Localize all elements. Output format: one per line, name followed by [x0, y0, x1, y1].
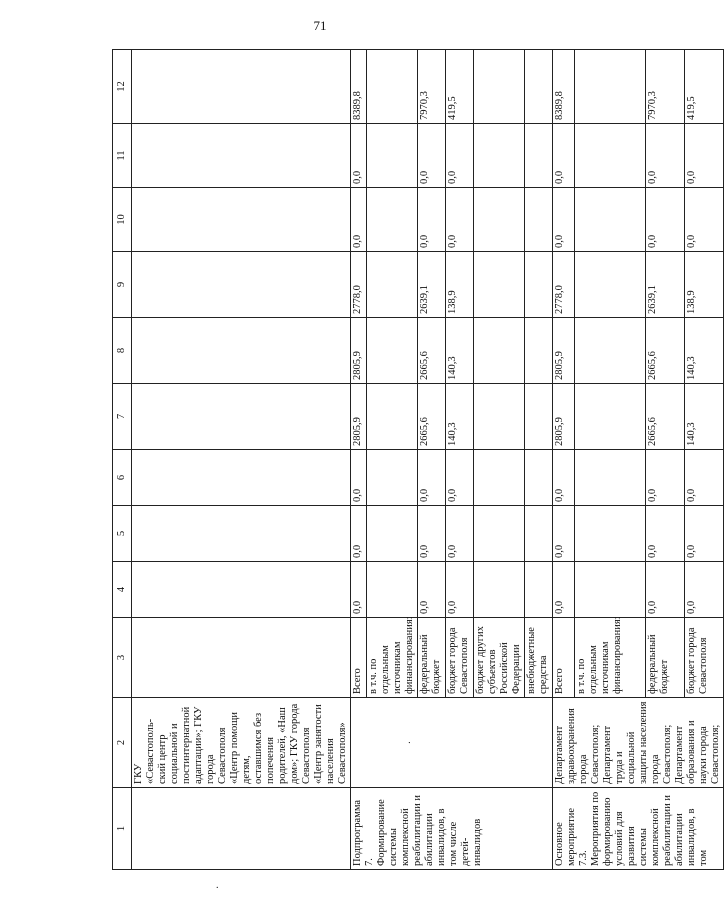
value-cell: 0,0	[553, 450, 575, 506]
column-number-header: 5	[113, 506, 132, 562]
value-cell	[575, 124, 646, 188]
value-cell: 0,0	[351, 450, 367, 506]
value-cell	[367, 384, 418, 450]
value-cell: 0,0	[685, 506, 724, 562]
value-cell: 0,0	[553, 506, 575, 562]
value-cell	[474, 124, 525, 188]
value-cell: 2665,6	[646, 318, 685, 384]
value-cell	[367, 450, 418, 506]
empty-cell	[132, 252, 351, 318]
executor-cell: ГКУ «Севастополь-ский центр социальной и постинтернатной адаптации»; ГКУ города Севастополя «Центр помощи детям, оставшимся без попечения родителей, «Наш дом»; ГКУ города Севастополя «Центр занятости населения Севастополя»	[132, 698, 351, 788]
value-cell: 419,5	[446, 50, 474, 124]
value-cell: 0,0	[685, 562, 724, 618]
value-cell	[575, 384, 646, 450]
value-cell: 8389,8	[553, 50, 575, 124]
value-cell: 138,9	[685, 252, 724, 318]
funding-source-cell: в т.ч. по отдельным источникам финансирования:	[575, 618, 646, 698]
funding-source-cell: внебюджетные средства	[525, 618, 553, 698]
value-cell: 0,0	[685, 124, 724, 188]
value-cell	[367, 188, 418, 252]
value-cell: 0,0	[351, 562, 367, 618]
value-cell	[525, 252, 553, 318]
column-number-header: 1	[113, 788, 132, 870]
table-row	[351, 50, 367, 870]
rotated-table-container	[112, 50, 721, 870]
column-number-header: 7	[113, 384, 132, 450]
value-cell: 0,0	[351, 124, 367, 188]
value-cell: 2665,6	[646, 384, 685, 450]
value-cell	[367, 50, 418, 124]
value-cell	[367, 252, 418, 318]
value-cell	[474, 318, 525, 384]
value-cell	[525, 450, 553, 506]
column-number-header: 11	[113, 124, 132, 188]
value-cell: 0,0	[446, 188, 474, 252]
value-cell: 7970,3	[646, 50, 685, 124]
value-cell	[474, 188, 525, 252]
empty-cell	[132, 188, 351, 252]
continuation-row	[132, 50, 351, 870]
column-number-header: 2	[113, 698, 132, 788]
budget-table	[112, 49, 724, 870]
column-number-header: 3	[113, 618, 132, 698]
program-name-cell: Основное мероприятие 7.3. Мероприятия по формированию условий для развития системы комплексной реабилитации и абилитации инвалидов, в том	[553, 788, 724, 870]
value-cell: 0,0	[418, 124, 446, 188]
value-cell: 0,0	[418, 450, 446, 506]
table-row	[553, 50, 575, 870]
funding-source-cell: бюджет других субъектов Российской Федерации	[474, 618, 525, 698]
column-number-header: 12	[113, 50, 132, 124]
value-cell: 0,0	[553, 188, 575, 252]
funding-source-cell: в т.ч. по отдельным источникам финансирования:	[367, 618, 418, 698]
value-cell	[575, 318, 646, 384]
program-name-cell: Подпрограмма 7. Формирование системы комплексной реабилитации и абилитации инвалидов, в том числе детей-инвалидов	[351, 788, 553, 870]
value-cell: 2665,6	[418, 384, 446, 450]
value-cell	[474, 50, 525, 124]
scan-mark: .	[402, 741, 413, 744]
value-cell: 2805,9	[351, 318, 367, 384]
value-cell: 8389,8	[351, 50, 367, 124]
value-cell: 0,0	[446, 450, 474, 506]
value-cell	[525, 384, 553, 450]
value-cell: 419,5	[685, 50, 724, 124]
value-cell: 2665,6	[418, 318, 446, 384]
value-cell	[575, 562, 646, 618]
program-cell	[132, 788, 351, 870]
value-cell: 0,0	[351, 506, 367, 562]
value-cell	[474, 384, 525, 450]
value-cell: 0,0	[646, 188, 685, 252]
value-cell: 138,9	[446, 252, 474, 318]
empty-cell	[132, 124, 351, 188]
value-cell: 0,0	[418, 188, 446, 252]
value-cell: 0,0	[646, 450, 685, 506]
value-cell	[367, 506, 418, 562]
value-cell: 2639,1	[418, 252, 446, 318]
header-row	[113, 50, 132, 870]
value-cell	[525, 506, 553, 562]
executor-cell	[351, 698, 553, 788]
value-cell: 140,3	[446, 384, 474, 450]
footer-mark: .	[216, 880, 219, 891]
value-cell	[575, 252, 646, 318]
value-cell	[525, 562, 553, 618]
value-cell: 0,0	[446, 506, 474, 562]
value-cell	[525, 188, 553, 252]
funding-source-cell: бюджет города Севастополя	[446, 618, 474, 698]
value-cell: 0,0	[553, 562, 575, 618]
value-cell	[575, 450, 646, 506]
column-number-header: 4	[113, 562, 132, 618]
value-cell: 0,0	[351, 188, 367, 252]
value-cell	[367, 562, 418, 618]
value-cell: 140,3	[685, 384, 724, 450]
column-number-header: 8	[113, 318, 132, 384]
executor-cell: Департамент здравоохранения города Севастополя; Департамент труда и социальной защиты населения города Севастополя; Департамент образования и науки города Севастополя;	[553, 698, 724, 788]
value-cell: 2805,9	[351, 384, 367, 450]
empty-cell	[132, 318, 351, 384]
value-cell	[525, 124, 553, 188]
value-cell: 0,0	[418, 506, 446, 562]
value-cell: 7970,3	[418, 50, 446, 124]
value-cell	[474, 252, 525, 318]
value-cell	[474, 450, 525, 506]
value-cell: 0,0	[646, 562, 685, 618]
funding-source-cell: федеральный бюджет	[418, 618, 446, 698]
value-cell: 2639,1	[646, 252, 685, 318]
empty-cell	[132, 562, 351, 618]
funding-source-cell: Всего	[351, 618, 367, 698]
empty-cell	[132, 618, 351, 698]
empty-cell	[132, 50, 351, 124]
value-cell: 0,0	[685, 450, 724, 506]
column-number-header: 9	[113, 252, 132, 318]
column-number-header: 10	[113, 188, 132, 252]
value-cell: 0,0	[685, 188, 724, 252]
value-cell: 0,0	[418, 562, 446, 618]
value-cell	[575, 506, 646, 562]
value-cell	[575, 50, 646, 124]
value-cell: 2805,9	[553, 384, 575, 450]
value-cell	[525, 318, 553, 384]
value-cell	[525, 50, 553, 124]
value-cell: 140,3	[446, 318, 474, 384]
value-cell: 2778,0	[351, 252, 367, 318]
empty-cell	[132, 384, 351, 450]
funding-source-cell: федеральный бюджет	[646, 618, 685, 698]
value-cell: 0,0	[553, 124, 575, 188]
funding-source-cell: Всего	[553, 618, 575, 698]
value-cell	[575, 188, 646, 252]
value-cell: 0,0	[646, 506, 685, 562]
page-number: 71	[313, 18, 327, 33]
column-number-header: 6	[113, 450, 132, 506]
funding-source-cell: бюджет города Севастополя	[685, 618, 724, 698]
value-cell: 2778,0	[553, 252, 575, 318]
value-cell	[367, 318, 418, 384]
value-cell	[474, 562, 525, 618]
empty-cell	[132, 450, 351, 506]
value-cell	[367, 124, 418, 188]
value-cell	[474, 506, 525, 562]
value-cell: 0,0	[646, 124, 685, 188]
value-cell: 0,0	[446, 124, 474, 188]
value-cell: 2805,9	[553, 318, 575, 384]
value-cell: 140,3	[685, 318, 724, 384]
value-cell: 0,0	[446, 562, 474, 618]
empty-cell	[132, 506, 351, 562]
